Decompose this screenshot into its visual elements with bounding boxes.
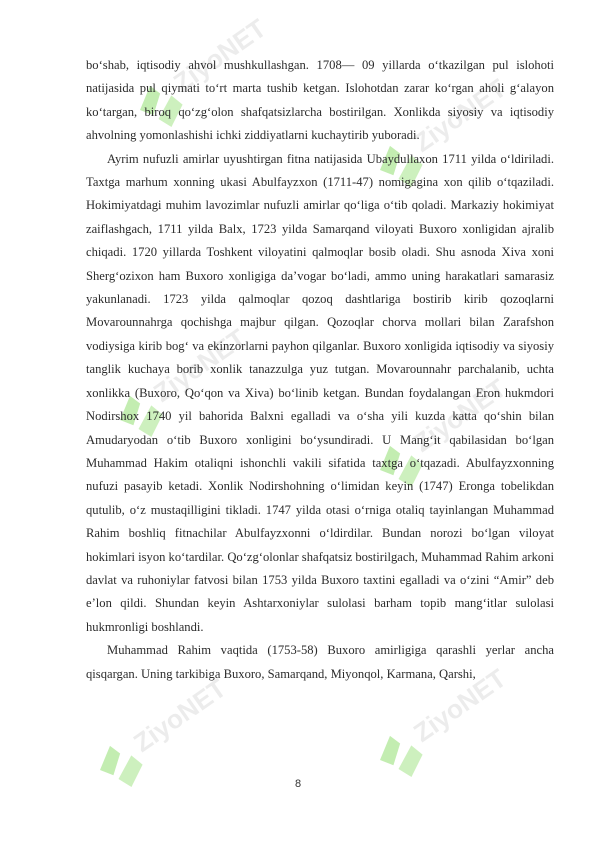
- paragraph-2: Ayrim nufuzli amirlar uyushtirgan fitna natijasida Ubaydullaxon 1711 yilda o‘ldiriladi. Taxtga marhum xonning ukasi Abulfayzxon (1711-47) nomigagina xon qilib o‘tqaziladi. Hokimiyatdagi muhim lavozimlar nufuzli amirlar qo‘liga o‘tib qoladi. Markaziy hokimiyat zaiflashgach, 1711 yilda Balx, 1723 yilda Samarqand viloyati Buxoro xonligidan ajralib chiqadi. 1720 yillarda Toshkent viloyatini qalmoqlar bosib oladi. Shu asnoda Xiva xoni Sherg‘ozixon ham Buxoro xonligiga da’vogar bo‘ladi, ammo uning harakatlari samarasiz yakunlanadi. 1723 yilda qalmoqlar qozoq dashtlariga bostirib kirib qozoqlarni Movarounnahrga qochishga majbur qilgan. Qozoqlar chorva mollari bilan Zarafshon vodiysiga kirib bog‘ va ekinzorlarni payhon qilganlar. Buxoro xonligida iqtisodiy va siyosiy tanglik kuchaya borib xonlik tanazzulga yuz tutgan. Movarounnahr parchalanib, uchta xonlikka (Buxoro, Qo‘qon va Xiva) bo‘linib ketgan. Bundan foydalangan Eron hukmdori Nodirshox 1740 yil bahorida Balxni egalladi va o‘sha yili kuzda katta qo‘shin bilan Amudaryodan o‘tib Buxoro xonligini bo‘ysundiradi. U Mang‘it qabilasidan bo‘lgan Muhammad Hakim otaliqni ishonchli vakili sifatida taxtga o‘tqazadi. Abulfayzxonning nufuzi pasayib ketadi. Xonlik Nodirshohning o‘limidan keyin (1747) Eronga tobelikdan qutulib, o‘z mustaqilligini tikladi. 1747 yilda otasi o‘rniga otaliq tayinlangan Muhammad Rahim boshliq fitnachilar Abulfayzxonni o‘ldirdilar. Bundan norozi bo‘lgan viloyat hokimlari isyon ko‘tardilar. Qo‘zg‘olonlar shafqatsiz bostirilgach, Muhammad Rahim arkoni davlat va ruhoniylar fatvosi bilan 1753 yilda Buxoro taxtini egalladi va o‘zini “Amir” deb e’lon qildi. Shundan keyin Ashtarxoniylar sulolasi barham topib mang‘itlar sulolasi hukmronligi boshlandi.: [86, 151, 554, 634]
- svg-text:ZiyoNET: ZiyoNET: [168, 12, 272, 98]
- svg-text:ZiyoNET: ZiyoNET: [408, 372, 512, 458]
- paragraph-3: Muhammad Rahim vaqtida (1753-58) Buxoro amirligiga qarashli yerlar ancha qisqargan. Uning tarkibiga Buxoro, Samarqand, Miyonqol, Karmana, Qarshi,: [86, 643, 554, 681]
- svg-text:ZiyoNET: ZiyoNET: [408, 72, 512, 158]
- body-text: [86, 54, 554, 686]
- paragraph-1: bo‘shab, iqtisodiy ahvol mushkullashgan. 1708— 09 yillarda o‘tkazilgan pul islohoti natijasida pul qiymati to‘rt marta tushib ketgan. Islohotdan zarar ko‘rgan aholi g‘alayon ko‘targan, biroq qo‘zg‘olon shafqatsizlarcha bostirilgan. Xonlikda siyosiy va iqtisodiy ahvolning yomonlashishi ichki ziddiyatlarni kuchaytirib yuboradi.: [86, 58, 554, 143]
- page-number: 8: [294, 778, 302, 790]
- svg-text:ZiyoNET: ZiyoNET: [128, 672, 232, 758]
- svg-text:ZiyoNET: ZiyoNET: [408, 662, 512, 748]
- svg-text:ZiyoNET: ZiyoNET: [148, 322, 252, 408]
